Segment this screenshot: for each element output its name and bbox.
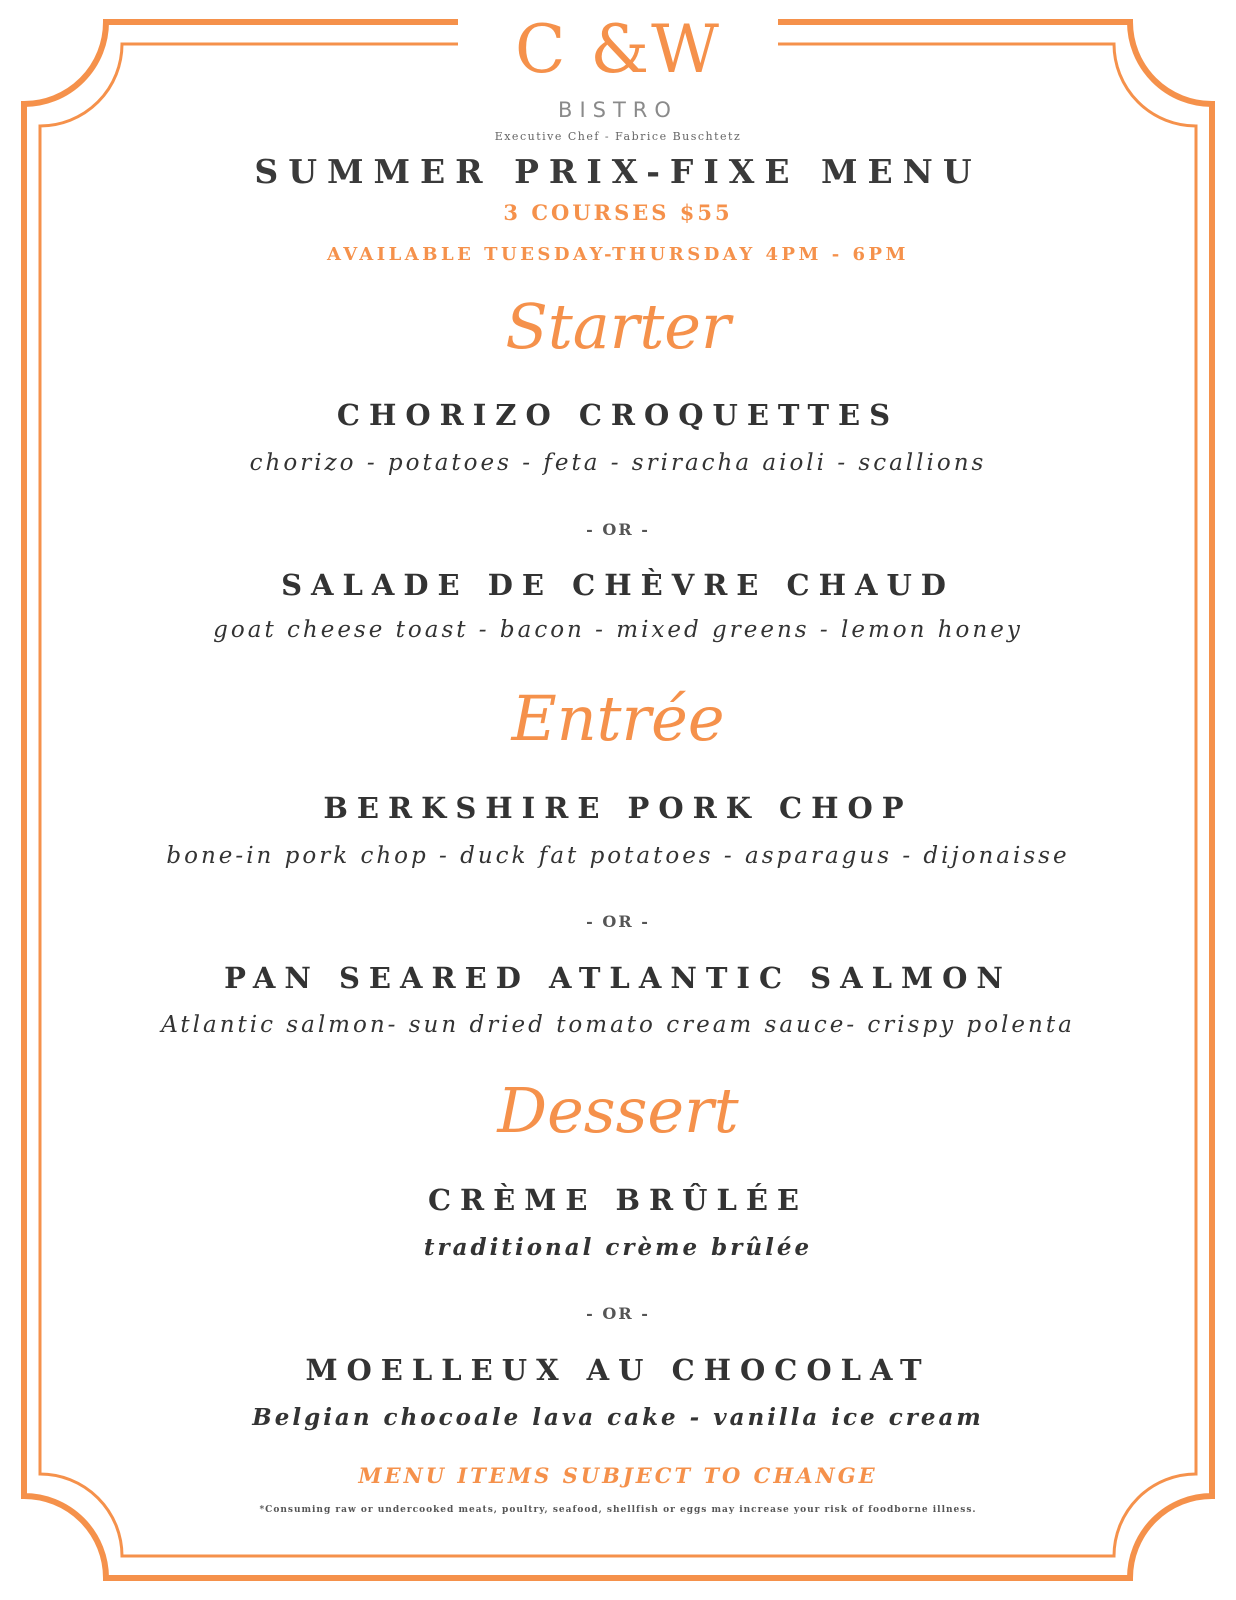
chef-credit: Executive Chef - Fabrice Buschtetz: [494, 130, 742, 143]
dish-name: MOELLEUX AU CHOCOLAT: [305, 1353, 931, 1387]
dish-name: SALADE DE CHÈVRE CHAUD: [281, 568, 955, 602]
dish-description: goat cheese toast - bacon - mixed greens - lemon honey: [213, 617, 1023, 643]
menu-title: SUMMER PRIX-FIXE MENU: [254, 152, 982, 191]
section-title-starter: Starter: [505, 290, 731, 363]
dish-name: CRÈME BRÛLÉE: [427, 1183, 809, 1217]
dish-description: Belgian chocoale lava cake - vanilla ice cream: [252, 1404, 984, 1431]
dish-name: PAN SEARED ATLANTIC SALMON: [224, 961, 1012, 995]
section-title-dessert: Dessert: [497, 1074, 739, 1147]
brand-subtitle: BISTRO: [558, 98, 678, 122]
section-title-entree: Entrée: [511, 682, 725, 755]
dish-description: bone-in pork chop - duck fat potatoes - asparagus - dijonaisse: [166, 843, 1070, 869]
menu-price: 3 COURSES $55: [503, 200, 733, 225]
or-separator: - OR -: [586, 520, 650, 539]
dish-name: BERKSHIRE PORK CHOP: [323, 791, 913, 825]
menu-change-note: MENU ITEMS SUBJECT TO CHANGE: [358, 1463, 878, 1488]
brand-logo: C &W: [514, 11, 722, 88]
food-safety-disclaimer: *Consuming raw or undercooked meats, poultry, seafood, shellfish or eggs may increase your risk of foodborne illness.: [259, 1505, 977, 1515]
dish-description: chorizo - potatoes - feta - sriracha aioli - scallions: [249, 450, 987, 476]
dish-description: traditional crème brûlée: [423, 1234, 813, 1261]
menu-availability: AVAILABLE TUESDAY-THURSDAY 4PM - 6PM: [327, 244, 909, 265]
or-separator: - OR -: [586, 912, 650, 931]
or-separator: - OR -: [586, 1304, 650, 1323]
dish-description: Atlantic salmon- sun dried tomato cream sauce- crispy polenta: [161, 1012, 1075, 1038]
dish-name: CHORIZO CROQUETTES: [336, 398, 900, 432]
